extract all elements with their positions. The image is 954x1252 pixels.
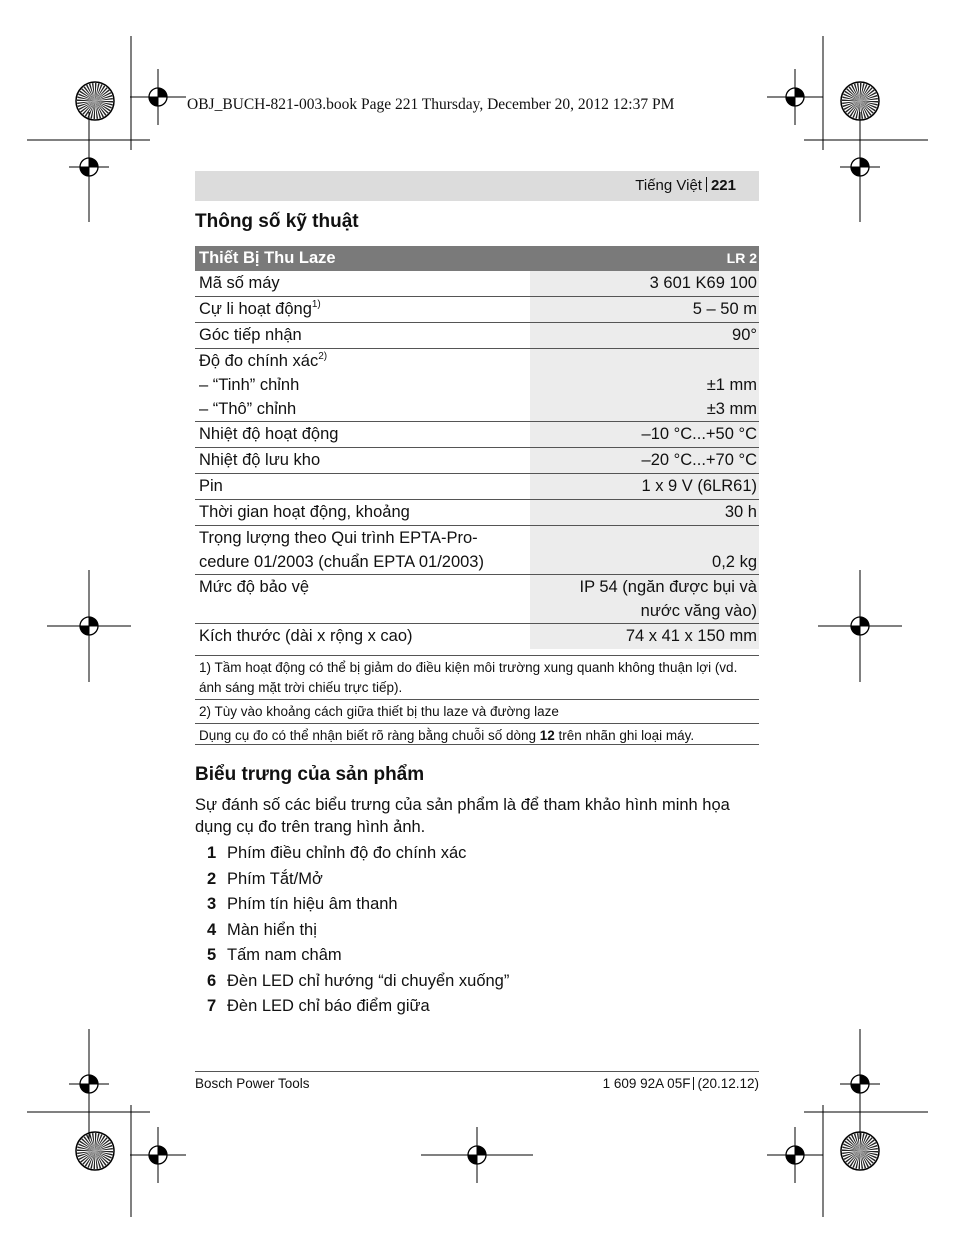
row-label: Mã số máy — [199, 274, 280, 292]
footer-rule — [195, 1071, 759, 1072]
list-item — [207, 970, 509, 996]
row-sublabel: – “Thô” chỉnh — [199, 400, 297, 418]
table-row — [195, 349, 759, 422]
row-value: –20 °C...+70 °C — [530, 448, 759, 474]
footer-brand: Bosch Power Tools — [195, 1076, 310, 1091]
table-row — [195, 323, 759, 349]
row-label: Kích thước (dài x rộng x cao) — [195, 624, 530, 650]
footer-code: 1 609 92A 05F — [602, 1076, 691, 1091]
row-value: nước văng vào) — [640, 602, 757, 620]
table-header-model: LR 2 — [530, 246, 759, 271]
footnote: 2) Tùy vào khoảng cách giữa thiết bị thu laze và đường laze — [195, 699, 759, 723]
table-row — [195, 500, 759, 526]
item-text: Phím tín hiệu âm thanh — [227, 895, 398, 913]
row-label: Thời gian hoạt động, khoảng — [195, 500, 530, 526]
footer-separator — [693, 1077, 694, 1090]
list-item — [207, 893, 509, 919]
row-label-cell — [195, 297, 530, 323]
table-row — [195, 422, 759, 448]
crop-info-line: OBJ_BUCH-821-003.book Page 221 Thursday, December 20, 2012 12:37 PM — [187, 96, 675, 113]
row-value: ±1 mm — [706, 376, 757, 394]
footnote: 1) Tầm hoạt động có thể bị giảm do điều kiện môi trường xung quanh không thuận lợi (vd. ánh sáng mặt trời chiếu trực tiếp). — [195, 655, 759, 699]
item-text: Đèn LED chỉ hướng “di chuyển xuống” — [227, 971, 510, 990]
row-value: 5 – 50 m — [530, 297, 759, 323]
item-text: Tấm nam châm — [227, 946, 342, 964]
blank-line — [534, 349, 757, 373]
table-row — [195, 271, 759, 297]
item-number: 3 — [207, 895, 217, 913]
list-item — [207, 842, 509, 868]
item-text: Màn hiển thị — [227, 920, 317, 939]
row-value: ±3 mm — [706, 400, 757, 418]
table-row — [195, 624, 759, 650]
spec-section-title: Thông số kỹ thuật — [195, 211, 359, 232]
table-row — [195, 474, 759, 500]
table-header-row — [195, 246, 759, 271]
item-text: Phím Tắt/Mở — [227, 869, 323, 888]
table-row — [195, 526, 759, 575]
row-value: 1 x 9 V (6LR61) — [530, 474, 759, 500]
row-label: Độ đo chính xác — [199, 352, 319, 370]
row-label: Trọng lượng theo Qui trình EPTA-Pro- — [199, 529, 478, 547]
item-number: 7 — [207, 997, 217, 1015]
row-label-cell — [195, 575, 530, 624]
row-value-cell — [530, 349, 759, 422]
row-value: 3 601 K69 100 — [530, 271, 759, 297]
row-label: Mức độ bảo vệ — [199, 578, 310, 596]
row-value: 30 h — [530, 500, 759, 526]
table-row — [195, 448, 759, 474]
blank-line — [534, 526, 757, 550]
row-label: Góc tiếp nhận — [195, 323, 530, 349]
list-item — [207, 944, 509, 970]
item-number: 5 — [207, 946, 217, 964]
list-item — [207, 868, 509, 894]
row-label: Cự li hoạt động — [199, 300, 312, 318]
accuracy-label-line — [199, 349, 527, 373]
row-value: 0,2 kg — [712, 553, 757, 571]
table-header-label: Thiết Bị Thu Laze — [195, 246, 530, 271]
product-section-title: Biểu trưng của sản phẩm — [195, 764, 425, 785]
footnote-bold: 12 — [539, 728, 555, 743]
spec-table — [195, 246, 759, 649]
footnote-text: Dụng cụ đo có thể nhận biết rõ ràng bằng chuỗi số dòng — [199, 728, 540, 743]
item-number: 6 — [207, 971, 217, 990]
row-value-cell — [530, 575, 759, 624]
footer-date: (20.12.12) — [697, 1076, 759, 1091]
list-item — [207, 995, 509, 1021]
footer-doc-code — [603, 1076, 759, 1091]
running-header — [635, 177, 736, 194]
item-text: Đèn LED chỉ báo điểm giữa — [227, 997, 430, 1015]
row-label: cedure 01/2003 (chuẩn EPTA 01/2003) — [199, 553, 484, 571]
row-value: 74 x 41 x 150 mm — [530, 624, 759, 650]
row-label-cell — [195, 526, 530, 575]
row-value: IP 54 (ngăn được bụi và — [579, 578, 757, 596]
item-text: Phím điều chỉnh độ đo chính xác — [227, 844, 467, 862]
table-row — [195, 297, 759, 323]
row-label: Nhiệt độ hoạt động — [195, 422, 530, 448]
row-value-cell — [530, 526, 759, 575]
list-item — [207, 919, 509, 945]
item-number: 1 — [207, 844, 217, 862]
table-footnotes — [195, 655, 759, 747]
header-separator — [706, 177, 707, 192]
header-language: Tiếng Việt — [635, 177, 702, 194]
footnote-text: trên nhãn ghi loại máy. — [554, 728, 695, 743]
item-number: 2 — [207, 869, 217, 888]
item-number: 4 — [207, 920, 217, 939]
notes-bottom-rule — [195, 744, 759, 745]
product-intro: Sự đánh số các biểu trưng của sản phẩm là để tham khảo hình minh họa dụng cụ đo trên trang hình ảnh. — [195, 796, 730, 836]
row-sublabel: – “Tinh” chỉnh — [199, 376, 300, 394]
row-label: Nhiệt độ lưu kho — [195, 448, 530, 474]
row-label: Pin — [195, 474, 530, 500]
feature-list — [207, 842, 509, 1021]
page-number: 221 — [710, 177, 736, 194]
row-label-cell — [195, 349, 530, 422]
table-row — [195, 575, 759, 624]
footnote-ref: 1) — [311, 299, 321, 310]
row-value: 90° — [530, 323, 759, 349]
footnote-ref: 2) — [318, 351, 328, 362]
row-value: –10 °C...+50 °C — [530, 422, 759, 448]
